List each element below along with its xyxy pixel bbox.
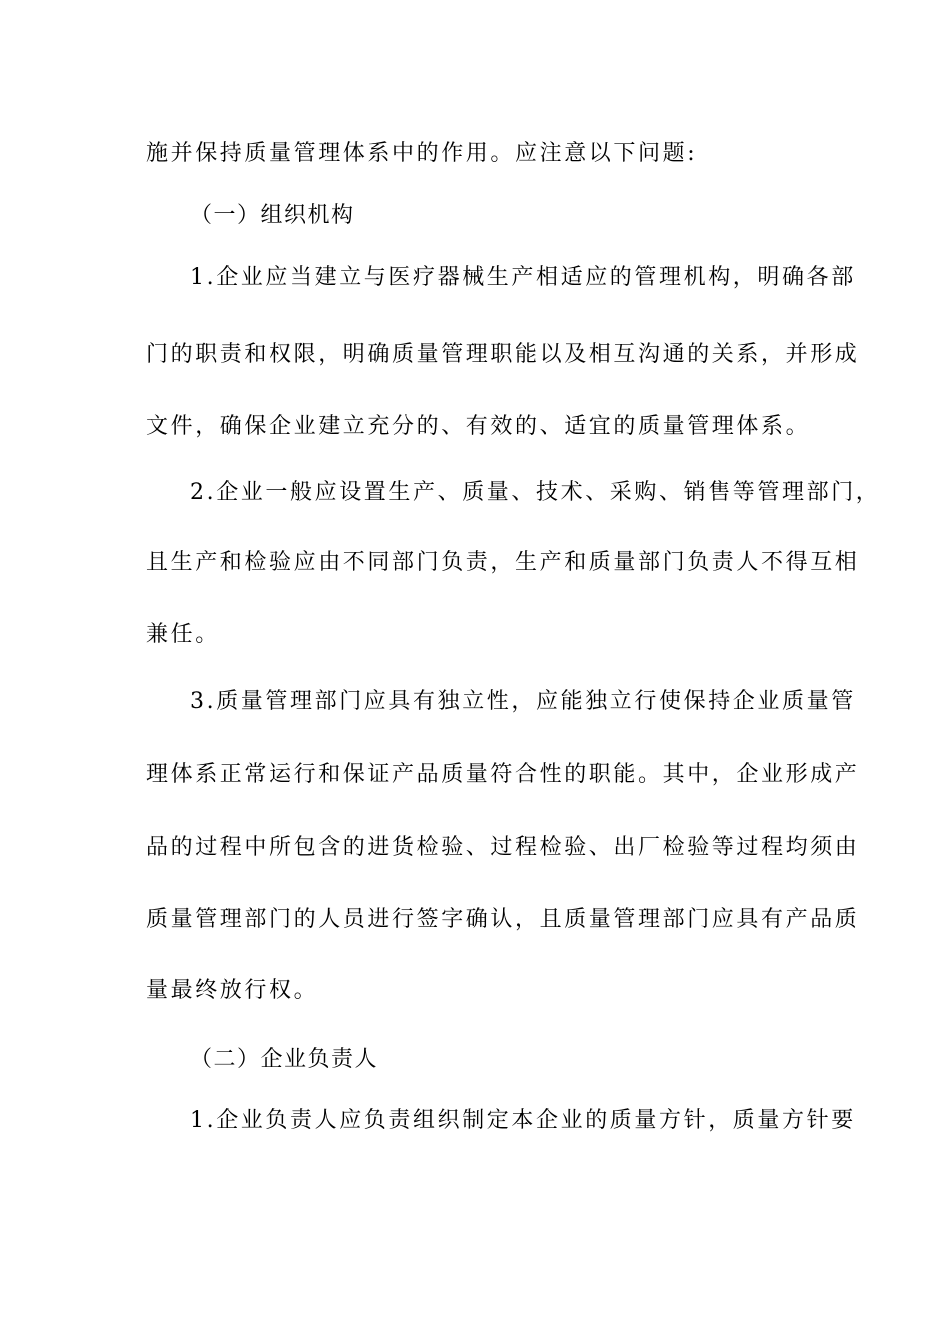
paragraph-line: 2.企业一般应设置生产、质量、技术、采购、销售等管理部门， bbox=[190, 480, 881, 505]
text-line: 文件，确保企业建立充分的、有效的、适宜的质量管理体系。 bbox=[146, 414, 811, 439]
text-line: 且生产和检验应由不同部门负责，生产和质量部门负责人不得互相 bbox=[146, 550, 860, 575]
text-line: 兼任。 bbox=[146, 622, 220, 647]
section-heading: （二）企业负责人 bbox=[190, 1047, 379, 1072]
paragraph-line: 1.企业应当建立与医疗器械生产相适应的管理机构，明确各部 bbox=[190, 265, 856, 290]
paragraph-line: 1.企业负责人应负责组织制定本企业的质量方针，质量方针要 bbox=[190, 1108, 856, 1133]
text-line: 施并保持质量管理体系中的作用。应注意以下问题: bbox=[146, 141, 698, 166]
text-line: 理体系正常运行和保证产品质量符合性的职能。其中，企业形成产 bbox=[146, 762, 860, 787]
paragraph-line: 3.质量管理部门应具有独立性，应能独立行使保持企业质量管 bbox=[190, 689, 856, 714]
section-heading: （一）组织机构 bbox=[190, 203, 355, 228]
text-line: 门的职责和权限，明确质量管理职能以及相互沟通的关系，并形成 bbox=[146, 342, 860, 367]
text-line: 量最终放行权。 bbox=[146, 978, 319, 1003]
text-line: 质量管理部门的人员进行签字确认，且质量管理部门应具有产品质 bbox=[146, 907, 860, 932]
text-line: 品的过程中所包含的进货检验、过程检验、出厂检验等过程均须由 bbox=[146, 835, 860, 860]
